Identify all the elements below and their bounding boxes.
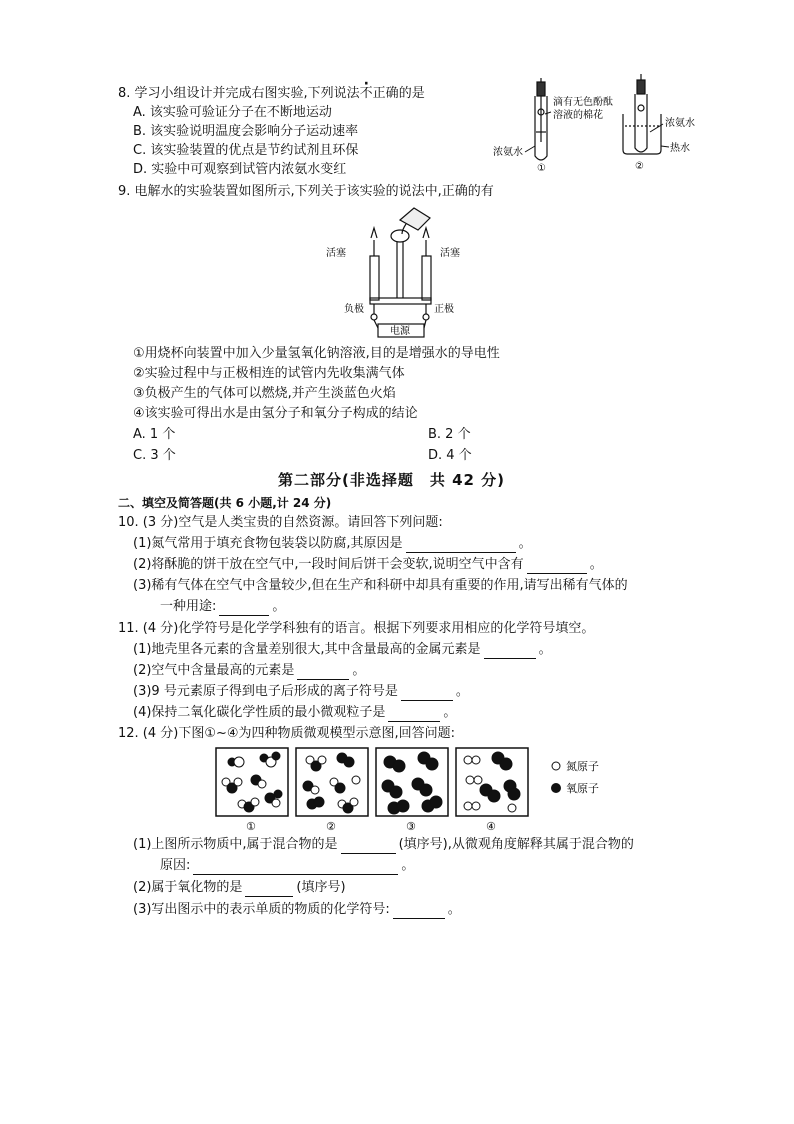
q9-statement-1: ①用烧杯向装置中加入少量氢氧化钠溶液,目的是增强水的导电性 — [133, 346, 500, 361]
model-label-4: ④ — [486, 820, 496, 833]
q10-sub3b — [160, 598, 285, 616]
q12-sub2b-text: (填序号) — [296, 880, 346, 895]
q9-option-a: A. 1 个 — [133, 427, 176, 442]
q8-label-ammonia-right: 浓氨水 — [665, 118, 695, 129]
q10-sub3a: (3)稀有气体在空气中含量较少,但在生产和科研中却具有重要的作用,请写出稀有气体的 — [133, 578, 628, 593]
q8-option-d: D. 实验中可观察到试管内浓氨水变红 — [133, 162, 347, 177]
q9-statement-3: ③负极产生的气体可以燃烧,并产生淡蓝色火焰 — [133, 386, 396, 401]
model-1-molecules — [222, 752, 282, 812]
q9-option-c: C. 3 个 — [133, 448, 176, 463]
model-3-molecules — [382, 752, 442, 814]
q12-sub3 — [133, 901, 461, 919]
legend-nitrogen-icon — [552, 762, 560, 770]
q11-blank-2[interactable] — [297, 665, 349, 680]
q11-sub4-period: 。 — [443, 705, 457, 720]
q10-blank-2[interactable] — [527, 559, 587, 574]
model-2-molecules — [303, 753, 360, 813]
q11-sub1-period: 。 — [538, 642, 552, 657]
q12-sub3-period: 。 — [447, 902, 461, 917]
q12-sub1 — [133, 836, 634, 854]
q9-label-power: 电源 — [390, 326, 410, 337]
q11-sub2-text: (2)空气中含量最高的元素是 — [133, 663, 295, 678]
q10-sub1-text: (1)氮气常用于填充食物包装袋以防腐,其原因是 — [133, 536, 403, 551]
q12-sub1a-text: (1)上图所示物质中,属于混合物的是 — [133, 837, 338, 852]
q10-sub1-period: 。 — [518, 536, 532, 551]
beaker-with-tube-2 — [623, 74, 661, 154]
model-label-3: ③ — [406, 820, 416, 833]
q8-num-2: ② — [635, 161, 644, 172]
test-tube-1 — [535, 78, 547, 160]
q11-sub1-text: (1)地壳里各元素的含量差别很大,其中含量最高的金属元素是 — [133, 642, 481, 657]
q12-blank-1[interactable] — [341, 839, 396, 854]
q11-sub4-text: (4)保持二氧化碳化学性质的最小微观粒子是 — [133, 705, 386, 720]
q8-apparatus-figure — [485, 74, 700, 174]
model-4-molecules — [464, 752, 520, 812]
electrolysis-apparatus — [370, 208, 431, 337]
q9-label-positive: 正极 — [434, 304, 454, 315]
q10-sub1 — [133, 535, 532, 553]
q9-stem: 9. 电解水的实验装置如图所示,下列关于该实验的说法中,正确的有 — [118, 184, 494, 199]
q12-sub1b-text: (填序号),从微观角度解释其属于混合物的 — [398, 837, 634, 852]
q11-sub1 — [133, 641, 552, 659]
q12-molecular-models — [212, 744, 632, 836]
q8-option-c: C. 该实验装置的优点是节约试剂且环保 — [133, 143, 359, 158]
q11-sub2 — [133, 662, 365, 680]
q8-stem-text: 8. 学习小组设计并完成右图实验,下列说法 — [118, 86, 360, 101]
q12-stem: 12. (4 分)下图①~④为四种物质微观模型示意图,回答问题: — [118, 726, 456, 741]
legend-nitrogen-label: 氮原子 — [566, 760, 599, 773]
model-label-2: ② — [326, 820, 336, 833]
q10-sub3b-period: 。 — [272, 599, 286, 614]
q9-label-stopcock-left: 活塞 — [326, 248, 346, 259]
q12-blank-4[interactable] — [393, 904, 445, 919]
q12-blank-3[interactable] — [245, 882, 293, 897]
legend-oxygen-label: 氧原子 — [566, 782, 599, 795]
q11-blank-3[interactable] — [401, 686, 453, 701]
q8-stem — [118, 85, 425, 103]
q8-label-hot-water: 热水 — [670, 143, 690, 154]
q11-sub4 — [133, 704, 456, 722]
q8-option-b: B. 该实验说明温度会影响分子运动速率 — [133, 124, 359, 139]
q9-electrolysis-figure — [318, 200, 468, 342]
q10-stem: 10. (3 分)空气是人类宝贵的自然资源。请回答下列问题: — [118, 515, 443, 530]
q12-blank-2[interactable] — [193, 860, 398, 875]
q9-statement-2: ②实验过程中与正极相连的试管内先收集满气体 — [133, 366, 405, 381]
legend-oxygen-icon — [551, 783, 561, 793]
q10-sub2 — [133, 556, 603, 574]
q11-stem: 11. (4 分)化学符号是化学学科独有的语言。根据下列要求用相应的化学符号填空。 — [118, 621, 595, 636]
q12-sub3-text: (3)写出图示中的表示单质的物质的化学符号: — [133, 902, 390, 917]
q12-sub2a-text: (2)属于氧化物的是 — [133, 880, 243, 895]
q9-label-stopcock-right: 活塞 — [440, 248, 460, 259]
q9-statement-4: ④该实验可得出水是由氢分子和氧分子构成的结论 — [133, 406, 418, 421]
q12-sub1c-period: 。 — [401, 858, 415, 873]
q11-blank-4[interactable] — [388, 707, 440, 722]
q8-option-a: A. 该实验可验证分子在不断地运动 — [133, 105, 332, 120]
q10-sub3b-text: 一种用途: — [160, 599, 217, 614]
part2-title: 第二部分(非选择题 共 42 分) — [278, 471, 506, 489]
q8-label-ammonia-left: 浓氨水 — [493, 147, 523, 158]
q12-sub2 — [133, 879, 346, 897]
q12-sub1c-text: 原因: — [160, 858, 191, 873]
q11-sub3 — [133, 683, 469, 701]
q10-sub2-period: 。 — [589, 557, 603, 572]
q10-blank-3[interactable] — [219, 601, 269, 616]
q8-label-cotton-1: 滴有无色酚酞 — [553, 97, 613, 108]
q11-blank-1[interactable] — [484, 644, 536, 659]
q8-label-cotton-2: 溶液的棉花 — [553, 110, 603, 121]
q8-stem-tail: 的是 — [398, 86, 425, 101]
q9-label-negative: 负极 — [344, 304, 364, 315]
q9-option-d: D. 4 个 — [428, 448, 472, 463]
q10-blank-1[interactable] — [406, 538, 516, 553]
q11-sub3-period: 。 — [455, 684, 469, 699]
q12-sub1c — [160, 857, 414, 875]
q11-sub3-text: (3)9 号元素原子得到电子后形成的离子符号是 — [133, 684, 398, 699]
model-label-1: ① — [246, 820, 256, 833]
part2-section-heading: 二、填空及简答题(共 6 小题,计 24 分) — [118, 496, 332, 510]
q8-stem-emphasis: 不正确 — [359, 86, 399, 101]
q8-num-1: ① — [537, 163, 546, 174]
q11-sub2-period: 。 — [352, 663, 366, 678]
q10-sub2-text: (2)将酥脆的饼干放在空气中,一段时间后饼干会变软,说明空气中含有 — [133, 557, 524, 572]
q9-option-b: B. 2 个 — [428, 427, 471, 442]
